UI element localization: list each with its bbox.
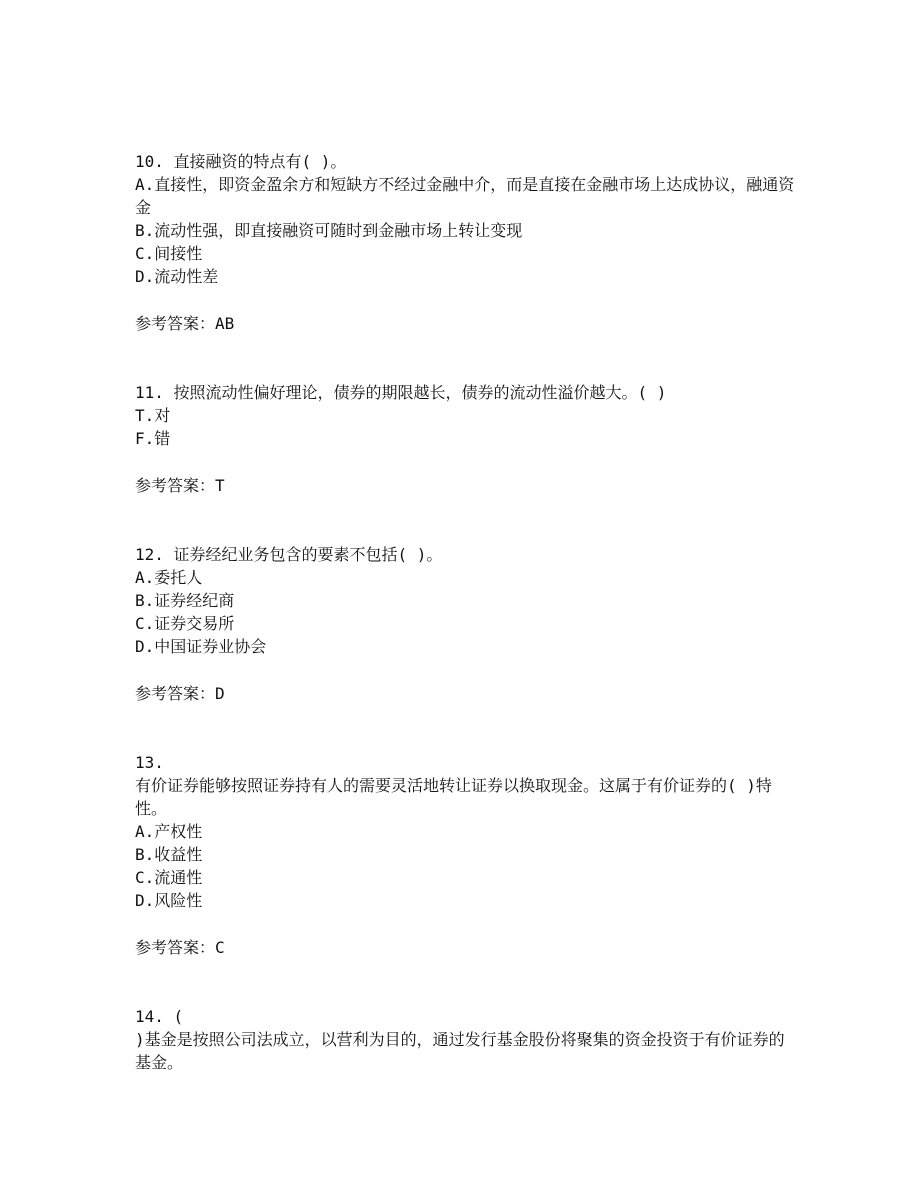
- option-a: A.直接性，即资金盈余方和短缺方不经过金融中介，而是直接在金融市场上达成协议，融通资金: [135, 175, 795, 217]
- question-number: 14. (: [135, 1007, 184, 1026]
- option-f: F.错: [135, 429, 171, 448]
- option-c: C.间接性: [135, 244, 203, 263]
- question-list: [135, 150, 795, 1074]
- option-b: B.证券经纪商: [135, 591, 235, 610]
- answer-label: 参考答案：: [135, 476, 216, 495]
- spacer: [135, 335, 795, 381]
- option-d: D.风险性: [135, 891, 203, 910]
- spacer: [135, 705, 795, 751]
- option-a: A.产权性: [135, 822, 203, 841]
- spacer: [135, 497, 795, 543]
- answer-label: 参考答案：: [135, 314, 216, 333]
- option-a: A.委托人: [135, 568, 203, 587]
- option-t: T.对: [135, 406, 171, 425]
- question-text: 11. 按照流动性偏好理论，债券的期限越长，债券的流动性溢价越大。( ): [135, 383, 667, 402]
- answer-row: [135, 312, 795, 335]
- question-14: [135, 1005, 795, 1074]
- question-13: [135, 751, 795, 959]
- option-b: B.流动性强，即直接融资可随时到金融市场上转让变现: [135, 221, 523, 240]
- answer-value: AB: [215, 314, 235, 333]
- answer-row: [135, 682, 795, 705]
- answer-label: 参考答案：: [135, 938, 216, 957]
- question-text: 有价证券能够按照证券持有人的需要灵活地转让证券以换取现金。这属于有价证券的( )特性。: [135, 776, 772, 818]
- question-12: [135, 543, 795, 705]
- option-c: C.证券交易所: [135, 614, 235, 633]
- question-11: [135, 381, 795, 497]
- option-d: D.中国证券业协会: [135, 637, 267, 656]
- question-text: 12. 证券经纪业务包含的要素不包括( )。: [135, 545, 443, 564]
- spacer: [135, 959, 795, 1005]
- option-c: C.流通性: [135, 868, 203, 887]
- answer-row: [135, 474, 795, 497]
- option-d: D.流动性差: [135, 267, 219, 286]
- answer-label: 参考答案：: [135, 684, 216, 703]
- option-b: B.收益性: [135, 845, 203, 864]
- question-number: 13.: [135, 753, 164, 772]
- answer-value: T: [215, 476, 225, 495]
- answer-row: [135, 936, 795, 959]
- question-text: )基金是按照公司法成立，以营利为目的，通过发行基金股份将聚集的资金投资于有价证券的基金。: [135, 1030, 785, 1072]
- question-10: [135, 150, 795, 335]
- answer-value: D: [215, 684, 225, 703]
- question-text: 10. 直接融资的特点有( )。: [135, 152, 347, 171]
- answer-value: C: [215, 938, 225, 957]
